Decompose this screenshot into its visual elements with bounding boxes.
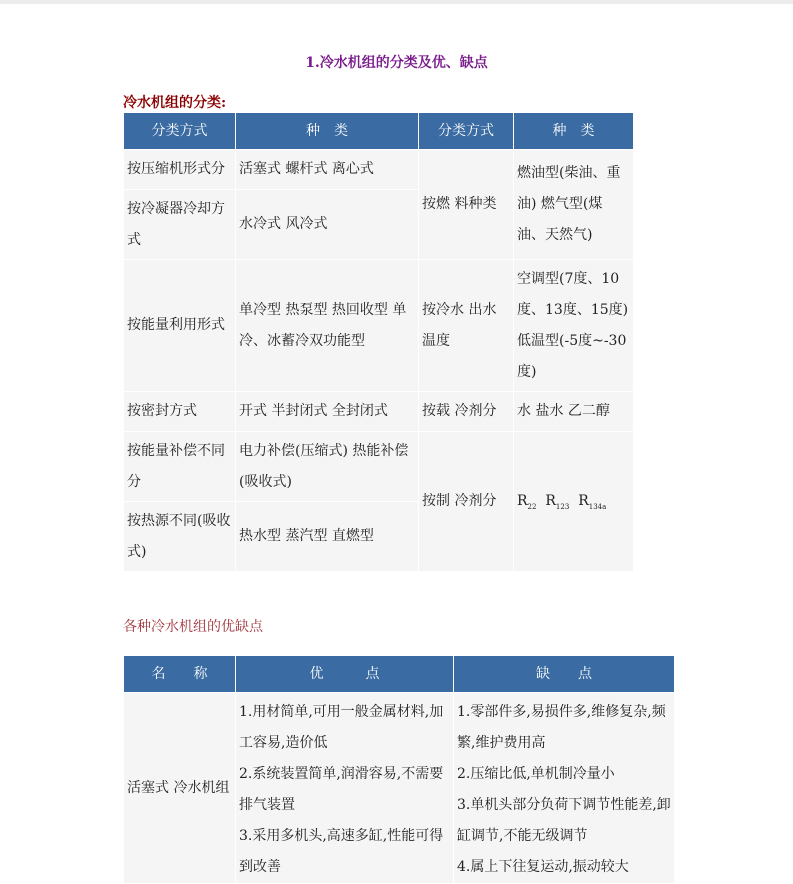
table-row bbox=[124, 260, 634, 392]
classification-table bbox=[123, 112, 634, 572]
table-row bbox=[124, 432, 634, 502]
table-row bbox=[124, 150, 634, 190]
method-cell: 按燃 料种类 bbox=[419, 150, 514, 260]
types-cell: 开式 半封闭式 全封闭式 bbox=[236, 392, 419, 432]
types-cell: 燃油型(柴油、重油) 燃气型(煤油、天然气) bbox=[514, 150, 634, 260]
header-cell: 缺 点 bbox=[454, 656, 675, 693]
pros-item: 3.采用多机头,高速多缸,性能可得到改善 bbox=[239, 828, 444, 875]
pros-item: 2.系统装置简单,润滑容易,不需要排气装置 bbox=[239, 766, 444, 813]
pros-cons-heading: 各种冷水机组的优缺点 bbox=[123, 619, 263, 635]
cons-item: 2.压缩比低,单机制冷量小 bbox=[457, 766, 615, 782]
header-cell: 名 称 bbox=[124, 656, 236, 693]
method-cell: 按冷凝器冷却方式 bbox=[124, 190, 236, 260]
method-cell: 按能量补偿不同分 bbox=[124, 432, 236, 502]
method-cell: 按压缩机形式分 bbox=[124, 150, 236, 190]
cons-cell bbox=[454, 693, 675, 884]
table-header-row bbox=[124, 656, 675, 693]
page-title: 1.冷水机组的分类及优、缺点 bbox=[305, 55, 488, 71]
cons-item: 1.零部件多,易损件多,维修复杂,频繁,维护费用高 bbox=[457, 704, 666, 751]
refrigerants-cell bbox=[514, 432, 634, 572]
types-cell: 单冷型 热泵型 热回收型 单冷、冰蓄冷双功能型 bbox=[236, 260, 419, 392]
pros-cell bbox=[236, 693, 454, 884]
cons-item: 3.单机头部分负荷下调节性能差,卸缸调节,不能无级调节 bbox=[457, 797, 671, 844]
method-cell: 按冷水 出水温度 bbox=[419, 260, 514, 392]
types-cell: 水冷式 风冷式 bbox=[236, 190, 419, 260]
header-cell: 优 点 bbox=[236, 656, 454, 693]
method-cell: 按能量利用形式 bbox=[124, 260, 236, 392]
method-cell: 按热源不同(吸收式) bbox=[124, 502, 236, 572]
method-cell: 按载 冷剂分 bbox=[419, 392, 514, 432]
header-cell: 种 类 bbox=[514, 113, 634, 150]
types-cell: 空调型(7度、10度、13度、15度) 低温型(-5度~-30度) bbox=[514, 260, 634, 392]
refrigerant: $R_{123}$ bbox=[545, 493, 570, 511]
table-header-row bbox=[124, 113, 634, 150]
classification-heading: 冷水机组的分类: bbox=[123, 95, 227, 111]
method-cell: 按密封方式 bbox=[124, 392, 236, 432]
types-cell: 活塞式 螺杆式 离心式 bbox=[236, 150, 419, 190]
table-row bbox=[124, 693, 675, 884]
name-cell: 活塞式 冷水机组 bbox=[124, 693, 236, 884]
types-cell: 电力补偿(压缩式) 热能补偿(吸收式) bbox=[236, 432, 419, 502]
header-cell: 分类方式 bbox=[419, 113, 514, 150]
pros-item: 1.用材简单,可用一般金属材料,加工容易,造价低 bbox=[239, 704, 444, 751]
table-row bbox=[124, 392, 634, 432]
top-bar bbox=[0, 0, 793, 4]
header-cell: 种 类 bbox=[236, 113, 419, 150]
header-cell: 分类方式 bbox=[124, 113, 236, 150]
pros-cons-table bbox=[123, 655, 675, 884]
refrigerant: $R_{22}$ bbox=[517, 493, 537, 511]
refrigerant: $R_{134a}$ bbox=[578, 493, 607, 511]
types-cell: 热水型 蒸汽型 直燃型 bbox=[236, 502, 419, 572]
method-cell: 按制 冷剂分 bbox=[419, 432, 514, 572]
types-cell: 水 盐水 乙二醇 bbox=[514, 392, 634, 432]
cons-item: 4.属上下往复运动,振动较大 bbox=[457, 859, 629, 875]
